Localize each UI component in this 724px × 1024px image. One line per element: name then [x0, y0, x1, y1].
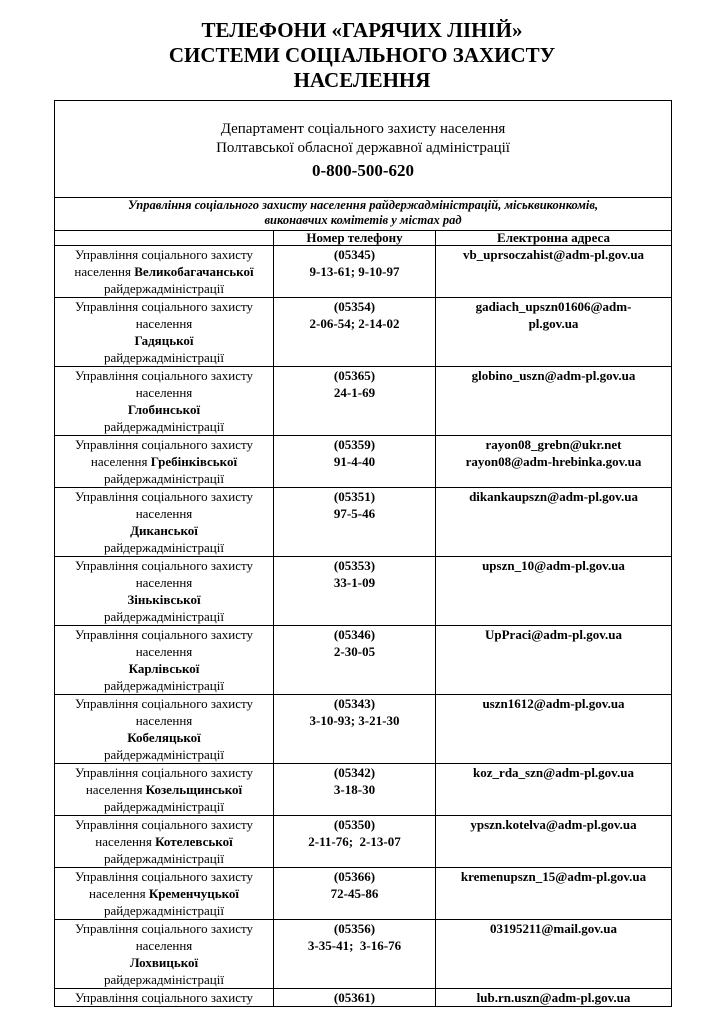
phone-cell: [274, 246, 436, 298]
organization-text: населення: [135, 316, 193, 331]
table-row: [55, 989, 672, 1007]
email-address[interactable]: rayon08@adm-hrebinka.gov.ua: [465, 454, 642, 469]
organization-text: райдержадміністрації: [104, 281, 224, 296]
area-code: (05356): [333, 921, 376, 936]
organization-line: [55, 695, 273, 712]
organization-line: [55, 764, 273, 781]
organization-text: райдержадміністрації: [104, 471, 224, 486]
department-cell: [55, 101, 672, 198]
organization-text: Управління соціального захисту: [75, 921, 253, 936]
organization-line: [55, 332, 273, 349]
organization-text: Управління соціального захисту: [75, 696, 253, 711]
phone-numbers: 2-11-76; 2-13-07: [308, 834, 401, 849]
phone-numbers: 24-1-69: [333, 385, 376, 400]
email-address[interactable]: ypszn.kotelva@adm-pl.gov.ua: [470, 817, 637, 832]
column-header-phone: Номер телефону: [274, 231, 436, 246]
organization-text: населення: [135, 644, 193, 659]
area-code: (05345): [333, 247, 376, 262]
email-cell: [436, 436, 672, 488]
email-address[interactable]: globino_uszn@adm-pl.gov.ua: [471, 368, 636, 383]
area-code: (05343): [333, 696, 376, 711]
email-cell: [436, 626, 672, 695]
organization-line: [55, 401, 273, 418]
organization-line: [55, 971, 273, 988]
organization-line: [55, 470, 273, 487]
area-code: (05346): [333, 627, 376, 642]
organization-text: райдержадміністрації: [104, 419, 224, 434]
phone-numbers: 3-18-30: [333, 782, 376, 797]
organization-line: [55, 833, 273, 850]
organization-cell: [55, 989, 274, 1007]
email-cell: [436, 816, 672, 868]
district-name: Козельщинської: [145, 782, 243, 797]
district-name: Диканської: [130, 523, 198, 538]
organization-text: Управління соціального захисту: [75, 247, 253, 262]
phone-cell: [274, 868, 436, 920]
organization-line: [55, 920, 273, 937]
organization-text: райдержадміністрації: [104, 350, 224, 365]
title-line: СИСТЕМИ СОЦІАЛЬНОГО ЗАХИСТУ: [168, 43, 556, 67]
district-name: Котелевської: [155, 834, 233, 849]
organization-text: Управління соціального захисту: [75, 558, 253, 573]
district-name: Кобеляцької: [127, 730, 201, 745]
organization-line: [55, 902, 273, 919]
phone-cell: [274, 989, 436, 1007]
email-address[interactable]: uszn1612@adm-pl.gov.ua: [482, 696, 625, 711]
organization-text: Управління соціального захисту: [75, 869, 253, 884]
table-row: [55, 626, 672, 695]
organization-text: Управління соціального захисту: [75, 765, 253, 780]
district-name: Карлівської: [128, 661, 200, 676]
area-code: (05361): [333, 990, 376, 1005]
email-cell: [436, 868, 672, 920]
organization-text: райдержадміністрації: [104, 540, 224, 555]
email-cell: [436, 246, 672, 298]
organization-line: [55, 436, 273, 453]
organization-text: населення: [135, 575, 193, 590]
district-name: Великобагачанської: [134, 264, 254, 279]
organization-line: [55, 816, 273, 833]
organization-line: [55, 643, 273, 660]
phone-cell: [274, 695, 436, 764]
organization-line: [55, 868, 273, 885]
phone-numbers: 9-13-61; 9-10-97: [309, 264, 400, 279]
email-address[interactable]: lub.rn.uszn@adm-pl.gov.ua: [476, 990, 631, 1005]
organization-text: райдержадміністрації: [104, 747, 224, 762]
organization-line: [55, 608, 273, 625]
phone-numbers: 33-1-09: [333, 575, 376, 590]
organization-text: населення: [135, 938, 193, 953]
organization-cell: [55, 764, 274, 816]
organization-text: населення: [135, 506, 193, 521]
organization-line: [55, 626, 273, 643]
organization-line: [55, 954, 273, 971]
area-code: (05366): [333, 869, 376, 884]
organization-line: [55, 488, 273, 505]
phone-numbers: 72-45-86: [330, 886, 379, 901]
email-address[interactable]: gadiach_upszn01606@adm-: [475, 299, 632, 314]
email-address[interactable]: pl.gov.ua: [528, 316, 579, 331]
organization-text: населення: [95, 834, 156, 849]
department-name: Департамент соціального захисту населення: [220, 121, 506, 137]
organization-cell: [55, 626, 274, 695]
column-header-org: [55, 231, 274, 246]
organization-text: Управління соціального захисту: [75, 299, 253, 314]
section-heading-line: виконавчих комітетів у містах рад: [264, 213, 462, 227]
organization-line: [55, 384, 273, 401]
organization-cell: [55, 298, 274, 367]
organization-text: Управління соціального захисту: [75, 368, 253, 383]
area-code: (05365): [333, 368, 376, 383]
email-address[interactable]: rayon08_grebn@ukr.net: [485, 437, 622, 452]
email-address[interactable]: dikankaupszn@adm-pl.gov.ua: [469, 489, 638, 504]
organization-line: [55, 850, 273, 867]
phone-cell: [274, 557, 436, 626]
area-code: (05342): [333, 765, 376, 780]
district-name: Зіньківської: [127, 592, 201, 607]
table-row: [55, 764, 672, 816]
organization-text: райдержадміністрації: [104, 609, 224, 624]
organization-line: [55, 298, 273, 315]
organization-line: [55, 367, 273, 384]
section-row: [55, 198, 672, 231]
phone-cell: [274, 626, 436, 695]
organization-line: [55, 453, 273, 470]
phone-numbers: 3-10-93; 3-21-30: [309, 713, 400, 728]
organization-line: [55, 781, 273, 798]
district-name: Гребінківської: [150, 454, 238, 469]
organization-cell: [55, 695, 274, 764]
district-name: Лохвицької: [129, 955, 199, 970]
organization-line: [55, 539, 273, 556]
hotlines-table: [54, 100, 672, 1007]
table-row: [55, 920, 672, 989]
organization-text: райдержадміністрації: [104, 903, 224, 918]
email-cell: [436, 488, 672, 557]
phone-cell: [274, 920, 436, 989]
organization-text: населення: [85, 782, 146, 797]
organization-line: [55, 522, 273, 539]
organization-line: [55, 746, 273, 763]
email-cell: [436, 298, 672, 367]
section-heading: [55, 198, 672, 231]
email-address[interactable]: kremenupszn_15@adm-pl.gov.ua: [460, 869, 647, 884]
section-heading-line: Управління соціального захисту населення райдержадміністрацій, міськвиконкомів,: [127, 198, 599, 212]
area-code: (05351): [333, 489, 376, 504]
area-code: (05354): [333, 299, 376, 314]
column-header-row: [55, 231, 672, 246]
title-line: НАСЕЛЕННЯ: [293, 68, 431, 92]
document-title: [0, 18, 724, 93]
email-address[interactable]: 03195211@mail.gov.ua: [490, 921, 617, 936]
organization-line: [55, 677, 273, 694]
area-code: (05350): [333, 817, 376, 832]
organization-line: [55, 660, 273, 677]
email-cell: [436, 989, 672, 1007]
table-row: [55, 868, 672, 920]
email-cell: [436, 695, 672, 764]
phone-numbers: 91-4-40: [333, 454, 376, 469]
organization-text: населення: [135, 713, 193, 728]
organization-line: [55, 798, 273, 815]
district-name: Кременчуцької: [148, 886, 239, 901]
email-address[interactable]: UpPraci@adm-pl.gov.ua: [484, 627, 623, 642]
organization-line: [55, 729, 273, 746]
table-row: [55, 695, 672, 764]
title-line: ТЕЛЕФОНИ «ГАРЯЧИХ ЛІНІЙ»: [201, 18, 523, 42]
organization-line: [55, 418, 273, 435]
table-row: [55, 246, 672, 298]
email-cell: [436, 920, 672, 989]
email-address[interactable]: koz_rda_szn@adm-pl.gov.ua: [473, 765, 634, 780]
email-address[interactable]: vb_uprsoczahist@adm-pl.gov.ua: [462, 247, 645, 262]
organization-line: [55, 280, 273, 297]
department-administration: Полтавської обласної державної адміністрації: [216, 140, 510, 156]
organization-text: Управління соціального захисту: [75, 437, 253, 452]
phone-cell: [274, 488, 436, 557]
organization-cell: [55, 920, 274, 989]
organization-text: райдержадміністрації: [104, 799, 224, 814]
department-hotline-phone: 0-800-500-620: [312, 161, 414, 180]
phone-numbers: 2-30-05: [333, 644, 376, 659]
organization-text: Управління соціального захисту: [75, 627, 253, 642]
phone-cell: [274, 764, 436, 816]
email-cell: [436, 764, 672, 816]
email-cell: [436, 557, 672, 626]
organization-text: Управління соціального захисту: [75, 990, 253, 1005]
phone-cell: [274, 436, 436, 488]
organization-line: [55, 885, 273, 902]
organization-cell: [55, 367, 274, 436]
organization-cell: [55, 557, 274, 626]
table-row: [55, 816, 672, 868]
department-row: [55, 101, 672, 198]
organization-text: населення: [89, 886, 149, 901]
phone-numbers: 97-5-46: [333, 506, 376, 521]
table-row: [55, 488, 672, 557]
district-name: Гадяцької: [134, 333, 194, 348]
organization-line: [55, 937, 273, 954]
organization-line: [55, 557, 273, 574]
phone-cell: [274, 367, 436, 436]
organization-line: [55, 574, 273, 591]
table-row: [55, 436, 672, 488]
table-row: [55, 557, 672, 626]
organization-line: [55, 591, 273, 608]
district-name: Глобинської: [127, 402, 201, 417]
area-code: (05353): [333, 558, 376, 573]
email-cell: [436, 367, 672, 436]
organization-text: населення: [74, 264, 135, 279]
organization-cell: [55, 816, 274, 868]
phone-cell: [274, 816, 436, 868]
organization-cell: [55, 436, 274, 488]
table-row: [55, 367, 672, 436]
organization-line: [55, 349, 273, 366]
organization-line: [55, 712, 273, 729]
organization-text: населення: [135, 385, 193, 400]
organization-cell: [55, 868, 274, 920]
email-address[interactable]: upszn_10@adm-pl.gov.ua: [482, 558, 625, 573]
organization-text: Управління соціального захисту: [75, 489, 253, 504]
organization-line: [55, 315, 273, 332]
organization-cell: [55, 246, 274, 298]
organization-line: [55, 505, 273, 522]
phone-cell: [274, 298, 436, 367]
phone-numbers: 3-35-41; 3-16-76: [307, 938, 402, 953]
organization-text: райдержадміністрації: [104, 678, 224, 693]
organization-text: райдержадміністрації: [104, 851, 224, 866]
organization-text: Управління соціального захисту: [75, 817, 253, 832]
table-row: [55, 298, 672, 367]
organization-line: [55, 263, 273, 280]
organization-line: [55, 989, 273, 1006]
organization-text: райдержадміністрації: [104, 972, 224, 987]
phone-numbers: 2-06-54; 2-14-02: [309, 316, 400, 331]
organization-text: населення: [90, 454, 151, 469]
organization-cell: [55, 488, 274, 557]
area-code: (05359): [333, 437, 376, 452]
organization-line: [55, 246, 273, 263]
column-header-email: Електронна адреса: [436, 231, 672, 246]
